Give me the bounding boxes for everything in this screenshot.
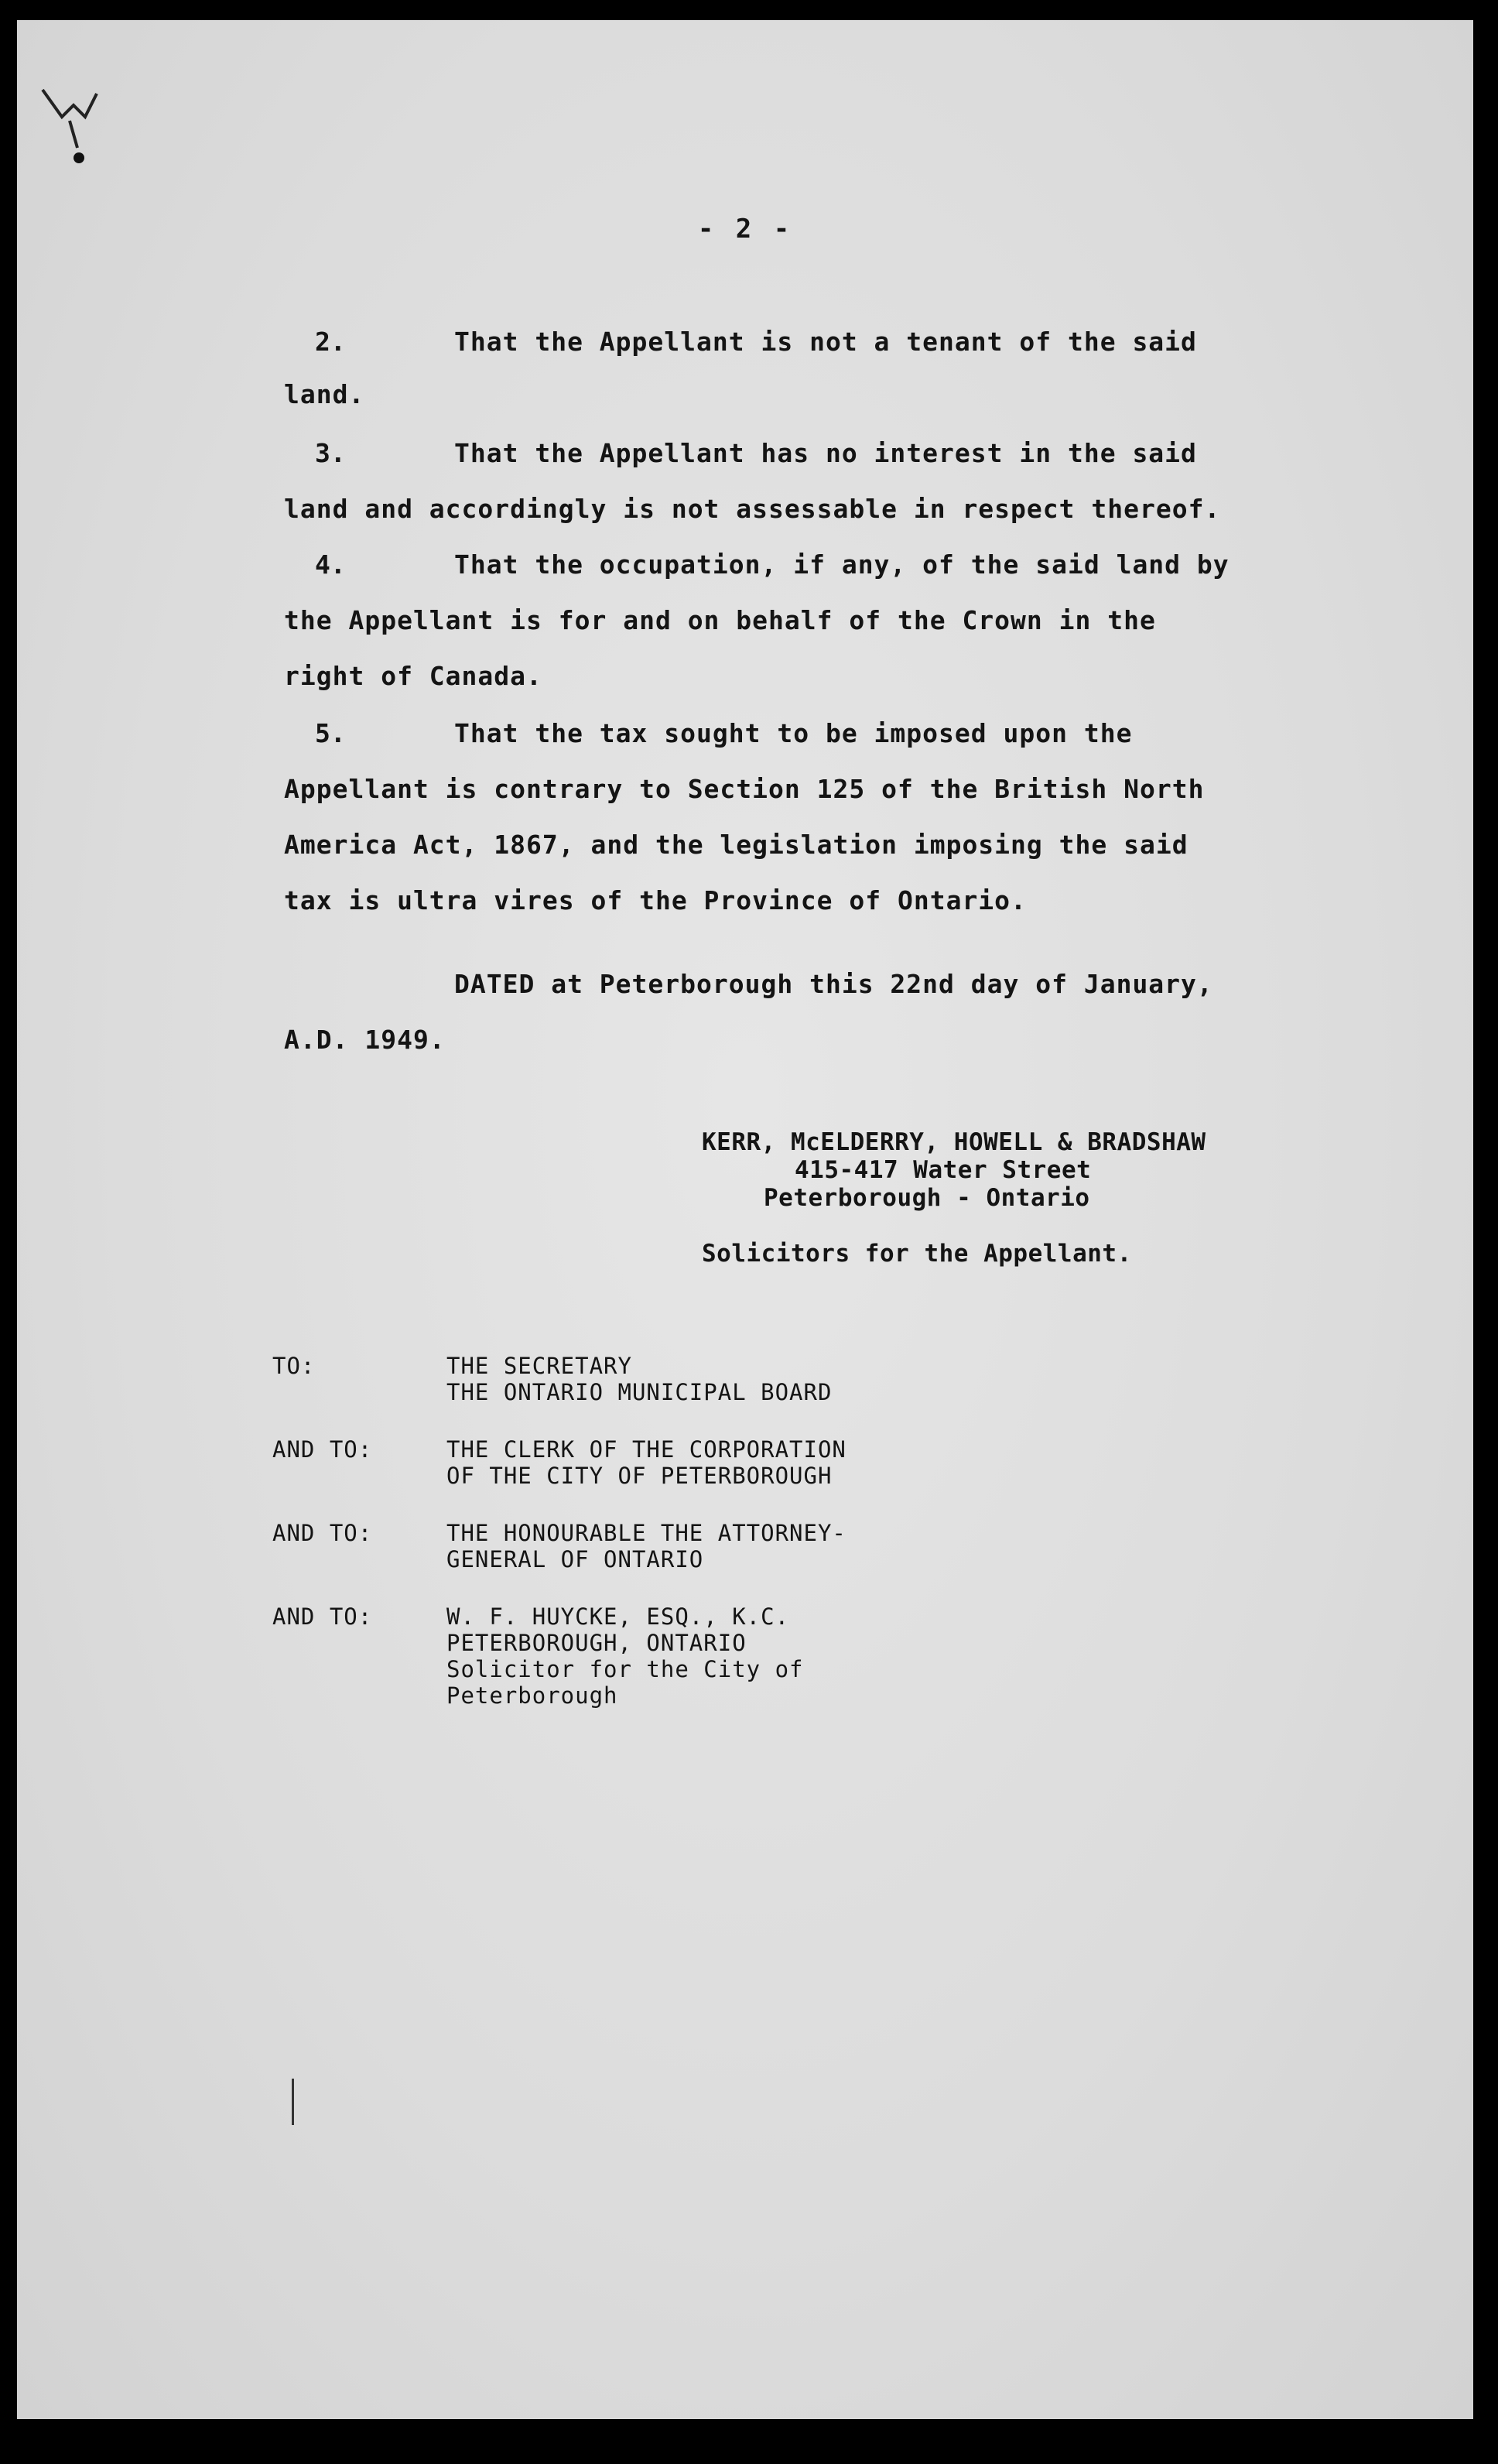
recipient-label: AND TO: — [272, 1520, 373, 1546]
signature-address: 415-417 Water Street — [795, 1156, 1092, 1184]
margin-tick-mark — [292, 2079, 302, 2125]
recipient-label: TO: — [272, 1353, 316, 1379]
paragraph-line: That the Appellant is not a tenant of the said — [454, 327, 1197, 357]
paragraph-line: America Act, 1867, and the legislation imposing the said — [284, 830, 1188, 860]
recipient-line: W. F. HUYCKE, ESQ., K.C. — [446, 1603, 790, 1630]
recipient-line: THE CLERK OF THE CORPORATION — [446, 1436, 846, 1463]
paragraph-number: 4. — [315, 549, 346, 580]
paragraph-line: tax is ultra vires of the Province of Ontario. — [284, 885, 1027, 915]
paragraph-line: land. — [284, 379, 365, 409]
signature-role: Solicitors for the Appellant. — [702, 1240, 1132, 1268]
paragraph-line: right of Canada. — [284, 661, 542, 691]
recipient-line: Solicitor for the City of — [446, 1656, 804, 1682]
signature-firm: KERR, McELDERRY, HOWELL & BRADSHAW — [702, 1128, 1206, 1156]
paragraph-number: 3. — [315, 438, 346, 468]
corner-scratch-mark — [39, 74, 108, 167]
paragraph-line: That the Appellant has no interest in the said — [454, 438, 1197, 468]
recipient-line: OF THE CITY OF PETERBOROUGH — [446, 1463, 833, 1489]
signature-city: Peterborough - Ontario — [764, 1184, 1090, 1212]
recipient-line: PETERBOROUGH, ONTARIO — [446, 1630, 747, 1656]
dated-line: DATED at Peterborough this 22nd day of January, — [454, 969, 1213, 999]
dated-year: A.D. 1949. — [284, 1025, 446, 1055]
paragraph-line: the Appellant is for and on behalf of the Crown in the — [284, 605, 1156, 635]
recipient-label: AND TO: — [272, 1436, 373, 1463]
recipient-line: THE HONOURABLE THE ATTORNEY- — [446, 1520, 846, 1546]
paragraph-line: land and accordingly is not assessable in respect thereof. — [284, 494, 1221, 524]
paragraph-line: Appellant is contrary to Section 125 of the British North — [284, 774, 1205, 804]
recipient-line: THE SECRETARY — [446, 1353, 632, 1379]
paragraph-number: 5. — [315, 718, 346, 748]
recipient-line: GENERAL OF ONTARIO — [446, 1546, 704, 1573]
recipient-label: AND TO: — [272, 1603, 373, 1630]
paragraph-line: That the tax sought to be imposed upon the — [454, 718, 1133, 748]
recipient-line: THE ONTARIO MUNICIPAL BOARD — [446, 1379, 833, 1405]
recipient-line: Peterborough — [446, 1682, 618, 1709]
paragraph-number: 2. — [315, 327, 346, 357]
document-page — [17, 20, 1473, 2419]
faint-bleedthrough-stamp — [350, 1684, 1278, 1932]
page-number: - 2 - — [697, 214, 793, 245]
paragraph-line: That the occupation, if any, of the said land by — [454, 549, 1230, 580]
